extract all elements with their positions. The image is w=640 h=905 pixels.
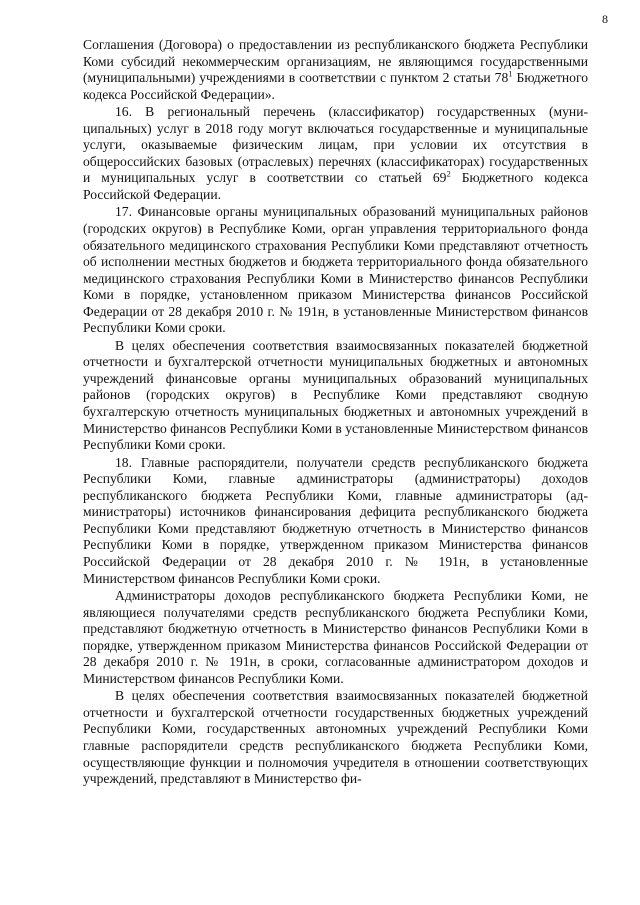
paragraph (83, 104, 588, 203)
paragraph-text: Бюджетного кодекса Российской Федерации. (83, 170, 588, 202)
paragraph-text: В целях обеспечения соответствия взаимосвязанных показателей бюджетной отчетности и бухгалтерской отчетности муниципальных бюджетных и автономных учреждений финансовые органы муниципальных образований муниципальных районов (городских округов) в Республике Коми представляют сводную бухгалтерскую отчетность муниципальных бюджетных и автономных учреждений в Министерство финансов Республики Коми в установленные Министерством финансов Республики Коми сроки. (83, 337, 588, 453)
paragraph (83, 338, 588, 454)
paragraph-text: Бюджетного кодекса Российской Федерации». (83, 70, 588, 102)
paragraph (83, 588, 588, 687)
paragraph (83, 204, 588, 336)
page-number: 8 (602, 12, 608, 26)
paragraph-text: Администраторы доходов республиканского бюджета Республики Коми, не являющиеся получателями средств республиканского бюджета Республики Коми, представляют бюджетную отчетность в Министерство финансов Республики Коми в порядке, утвержденном приказом Министерства финансов Российской Федерации от 28 декабря 2010 г. № 191н, в сроки, согласованные администратором доходов и Министерством финансов Республики Коми. (83, 588, 588, 686)
paragraph-text: 17. Финансовые органы муниципальных образований муниципальных районов (городских округов) в Республике Коми, орган управления территориального фонда обязательного медицинского страхования Республики Коми представляют отчетность об исполнении местных бюджетов и бюджета территориального фонда обязательного медицинского страхования Республики Коми в Министерство финансов Республики Коми в порядке, установленном приказом Министерства финансов Российской Федерации от 28 декабря 2010 г. № 191н, в установленные Министерством финансов Республики Коми сроки. (83, 204, 588, 336)
paragraph-text: В целях обеспечения соответствия взаимосвязанных показателей бюджетной отчетности и бухгалтерской отчетности государственных бюджетных учреждений Республики Коми, государственных автономных учреждений Республики Коми главные распорядители средств республиканского бюджета Республики Коми, осуществляющие функции и полномочия учредителя в отношении соответствующих учреждений, представляют в Министерство фи- (83, 688, 588, 787)
superscript: 2 (446, 168, 451, 179)
paragraph (83, 37, 588, 103)
superscript: 1 (508, 68, 513, 79)
paragraph-text: Соглашения (Договора) о предоставлении из республиканского бюджета Республики Коми субсидий некоммерческим организациям, не являющимся государственными (муниципальными) учреждениями в соответствии с пунктом 2 статьи 78 (83, 37, 588, 86)
paragraph (83, 688, 588, 787)
document-body (83, 37, 588, 789)
paragraph (83, 455, 588, 587)
paragraph-text: 18. Главные распорядители, получатели средств республиканского бюджета Республики Коми, главные администраторы (администраторы) доходов республиканского бюджета Республики Коми, главные администраторы (администраторы) источников финансирования дефицита республиканского бюджета Республики Коми представляют бюджетную отчетность в Министерство финансов Республики Коми в порядке, утвержденном приказом Министерства финансов Российской Федерации от 28 декабря 2010 г. № 191н, в установленные Министерством финансов Республики Коми сроки. (83, 454, 588, 586)
paragraph-text: 16. В региональный перечень (классификатор) государственных (муниципальных) услуг в 2018 году могут включаться государственные и муниципальные услуги, оказываемые физическим лицам, при условии их отсутствия в общероссийских базовых (отраслевых) перечнях (классификаторах) государственных и муниципальных услуг в соответствии со статьей 69 (83, 104, 588, 186)
